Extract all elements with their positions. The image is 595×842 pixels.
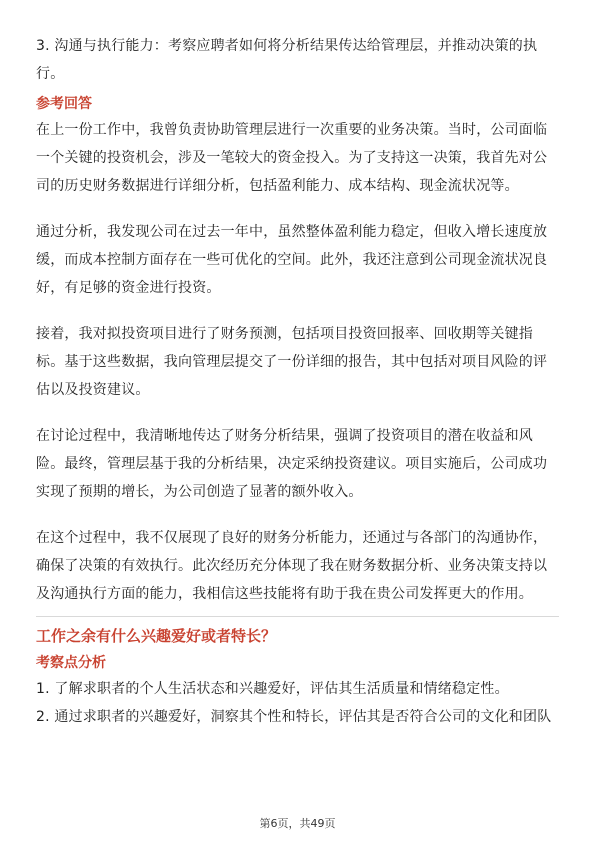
answer-paragraph-2: 通过分析，我发现公司在过去一年中，虽然整体盈利能力稳定，但收入增长速度放缓，而成本控制方面存在一些可优化的空间。此外，我还注意到公司现金流状况良好，有足够的资金进行投资。 (36, 224, 548, 296)
page-number: 第6页，共49页 (259, 817, 336, 830)
answer-paragraph-3: 接着，我对拟投资项目进行了财务预测，包括项目投资回报率、回收期等关键指标。基于这些数据，我向管理层提交了一份详细的报告，其中包括对项目风险的评估以及投资建议。 (36, 326, 548, 398)
question-heading: 工作之余有什么兴趣爱好或者特长？ (36, 627, 277, 645)
answer-heading: 参考回答 (36, 96, 92, 112)
analysis-point-2: 2. 通过求职者的兴趣爱好，洞察其个性和特长，评估其是否符合公司的文化和团队 (36, 709, 552, 725)
answer-paragraph-4: 在讨论过程中，我清晰地传达了财务分析结果，强调了投资项目的潜在收益和风险。最终，管理层基于我的分析结果，决定采纳投资建议。项目实施后，公司成功实现了预期的增长，为公司创造了显著的额外收入。 (36, 428, 548, 500)
answer-paragraph-5: 在这个过程中，我不仅展现了良好的财务分析能力，还通过与各部门的沟通协作，确保了决策的有效执行。此次经历充分体现了我在财务数据分析、业务决策支持以及沟通执行方面的能力，我相信这些技能将有助于我在贵公司发挥更大的作用。 (36, 530, 548, 602)
analysis-heading: 考察点分析 (36, 655, 106, 671)
answer-paragraph-1: 在上一份工作中，我曾负责协助管理层进行一次重要的业务决策。当时，公司面临一个关键的投资机会，涉及一笔较大的资金投入。为了支持这一决策，我首先对公司的历史财务数据进行详细分析，包括盈利能力、成本结构、现金流状况等。 (36, 122, 548, 194)
evaluation-point-3: 3. 沟通与执行能力：考察应聘者如何将分析结果传达给管理层，并推动决策的执行。 (36, 38, 538, 82)
analysis-point-1: 1. 了解求职者的个人生活状态和兴趣爱好，评估其生活质量和情绪稳定性。 (36, 681, 509, 697)
document-page (36, 32, 559, 731)
section-divider (36, 616, 559, 617)
